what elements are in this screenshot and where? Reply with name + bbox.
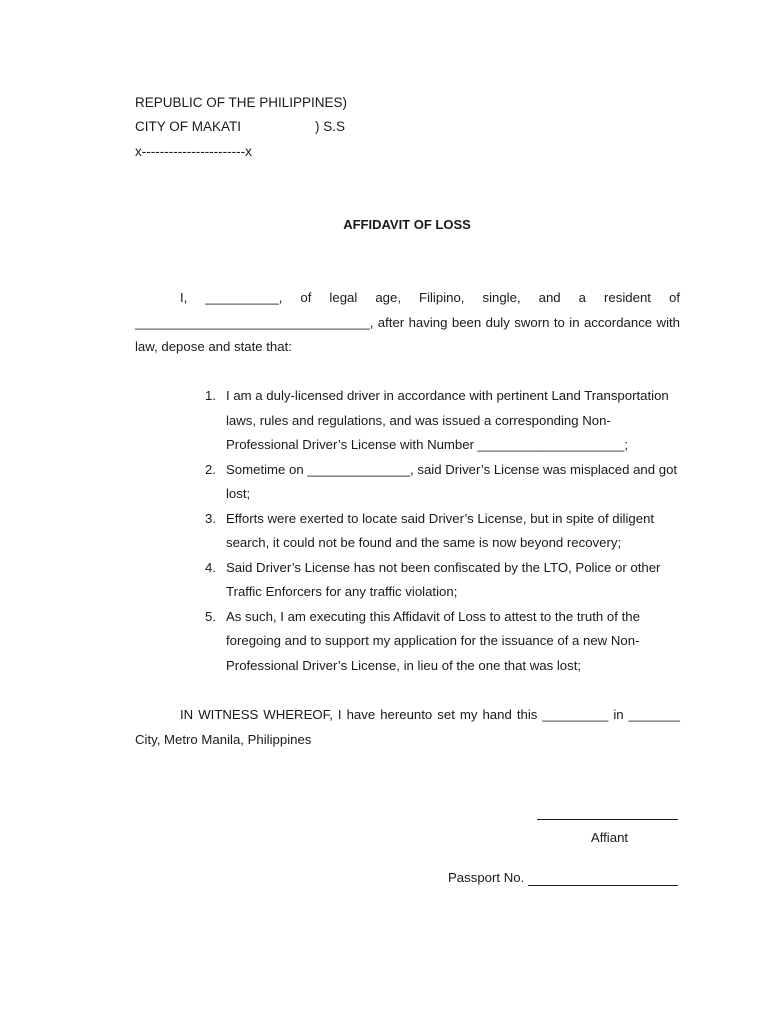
intro-text: I, __________, of legal age, Filipino, single, and a resident of ________________________________, after having been duly sworn to in accordance with law, depose and state that: <box>135 290 680 354</box>
intro-paragraph <box>135 286 680 360</box>
caption-republic: REPUBLIC OF THE PHILIPPINES) <box>135 95 348 110</box>
caption-city: CITY OF MAKATI <box>135 119 242 134</box>
document-title: AFFIDAVIT OF LOSS <box>343 217 471 232</box>
list-item <box>200 507 680 556</box>
item-number: 4. <box>205 559 216 575</box>
item-text: Sometime on ______________, said Driver’s License was misplaced and got lost; <box>226 461 678 501</box>
passport-label: Passport No. <box>448 870 525 885</box>
list-item <box>200 556 680 605</box>
signature-line <box>537 819 678 820</box>
list-item <box>200 605 680 679</box>
item-number: 1. <box>205 388 216 403</box>
affiant-label: Affiant <box>590 830 629 845</box>
caption-separator: x-----------------------x <box>135 144 252 159</box>
passport-number-line <box>528 885 678 886</box>
item-text: I am a duly-licensed driver in accordance with pertinent Land Transportation laws, rules and regulations, and was issued a corresponding Non-Professional Driver’s License with Number ____________________; <box>226 388 669 452</box>
item-text: Efforts were exerted to locate said Driver’s License, but in spite of diligent search, it could not be found and the same is now beyond recovery; <box>226 510 655 550</box>
item-number: 5. <box>205 608 216 624</box>
witness-text: IN WITNESS WHEREOF, I have hereunto set my hand this _________ in _______ City, Metro Manila, Philippines <box>135 707 680 747</box>
witness-paragraph <box>135 703 680 752</box>
item-number: 2. <box>205 461 216 477</box>
list-item <box>200 384 680 458</box>
statement-list <box>200 384 680 678</box>
item-text: Said Driver’s License has not been confiscated by the LTO, Police or other Traffic Enforcers for any traffic violation; <box>226 559 661 599</box>
caption-ss: ) S.S <box>315 119 346 134</box>
item-text: As such, I am executing this Affidavit of Loss to attest to the truth of the foregoing and to support my application for the issuance of a new Non-Professional Driver’s License, in lieu of the one that was lost; <box>226 608 640 673</box>
item-number: 3. <box>205 510 216 526</box>
list-item <box>200 458 680 507</box>
